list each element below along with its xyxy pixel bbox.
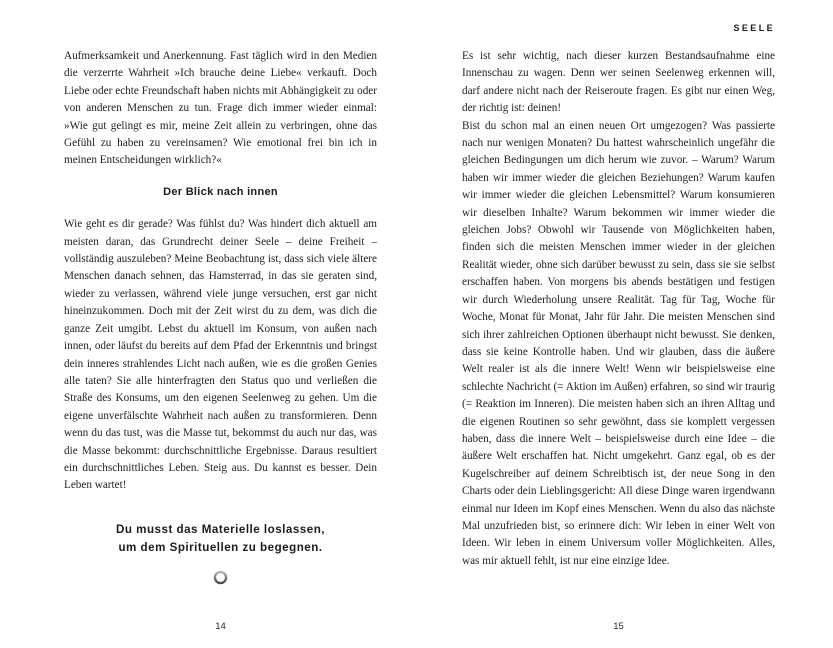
page-number-right: 15: [613, 621, 624, 632]
paragraph: Es ist sehr wichtig, nach dieser kurzen Bestandsaufnahme eine Innenschau zu wagen. Denn wer seinen Seelenweg erkennen will, darf andere nicht nach der Reiseroute fragen. Es gibt nur einen Weg, der richtig ist: deinen!: [462, 50, 775, 115]
pull-quote-line: um dem Spirituellen zu begegnen.: [118, 540, 323, 554]
ring-ornament-icon: [64, 569, 377, 586]
right-page-column: [462, 48, 775, 570]
pull-quote: [64, 521, 377, 557]
pull-quote-line: Du musst das Materielle loslassen,: [115, 522, 326, 536]
section-heading: Der Blick nach innen: [163, 185, 278, 198]
paragraph: Wie geht es dir gerade? Was fühlst du? Was hindert dich aktuell am meisten daran, das Grundrecht deiner Seele – deine Freiheit – vollständig auszuleben? Meine Beobachtung ist, dass sich viele ältere Menschen danach sehnen, das Hamsterrad, in das sie geraten sind, wieder zu verlassen, während viele junge versuchen, erst gar nicht hineinzukommen. Doch mit der Zeit wirst du zu dem, was dich die ganze Zeit umgibt. Lebst du aktuell im Konsum, von außen nach innen, oder läufst du bereits auf dem Pfad der Erkenntnis und bringst dein inneres strahlendes Licht nach außen, wie es die großen Genies alle taten? Sie alle hinterfragten den Status quo und verließen die Straße des Konsums, um den eigenen Seelenweg zu gehen. Um die eigene unverfälschte Wahrheit nach außen zu transformieren. Denn wenn du das tust, was die Masse tut, bekommst du auch nur das, was die Masse bekommt: durchschnittliche Ergebnisse. Daraus resultiert ein durchschnittliches Leben. Steig aus. Du kannst es besser. Dein Leben wartet!: [64, 218, 377, 492]
left-page-column: [64, 48, 377, 586]
page-number-left: 14: [215, 621, 226, 632]
paragraph: Aufmerksamkeit und Anerkennung. Fast täglich wird in den Medien die verzerrte Wahrheit »Ich brauche deine Liebe« verkauft. Doch Liebe oder echte Freundschaft haben nichts mit Abhängigkeit zu oder von anderen Menschen zu tun. Frage dich immer wieder einmal: »Wie gut gelingt es mir, meine Zeit allein zu verbringen, ohne das Gefühl zu haben zu vereinsamen? Wie emotional frei bin ich in meinen Entscheidungen wirklich?«: [64, 50, 377, 167]
chapter-running-head: SEELE: [733, 23, 775, 33]
paragraph: Bist du schon mal an einen neuen Ort umgezogen? Was passierte nach nur wenigen Monaten? Du hattest wahrscheinlich ungefähr die gleichen Bedingungen um dich herum wie zuvor. – Warum? Warum haben wir immer wieder die gleichen Beziehungen? Warum kaufen wir immer wieder die gleichen Lebensmittel? Warum konsumieren wir dieselben Inhalte? Warum bekommen wir immer wieder die gleichen Jobs? Obwohl wir Tausende von Möglichkeiten haben, finden sich die meisten Menschen immer wieder in der gleichen Realität wieder, ohne sich darüber bewusst zu sein, dass sie sie selbst erschaffen haben. Von morgens bis abends bestätigen und festigen wir durch Wiederholung unsere Realität. Tag für Tag, Woche für Woche, Monat für Monat, Jahr für Jahr. Die meisten Menschen sind sich ihrer zahlreichen Optionen überhaupt nicht bewusst. Sie denken, dass sie keine Kontrolle haben. Und wir glauben, dass die äußere Welt realer ist als die innere Welt! Wenn wir beispielsweise eine schlechte Nachricht (= Aktion im Außen) erfahren, so sind wir traurig (= Reaktion im Inneren). Die meisten haben sich an ihren Alltag und die eigenen Routinen so sehr gewöhnt, dass sie komplett vergessen haben, dass die innere Welt – beispielsweise durch eine Idee – die äußere Welt erschaffen hat. Nicht umgekehrt. Ganz egal, ob es der Kugelschreiber auf deinem Schreibtisch ist, der neue Song in den Charts oder dein Lieblingsgericht: All diese Dinge waren irgendwann einmal nur Ideen im Kopf eines Menschen. Wenn du also das nächste Mal unzufrieden bist, so erinnere dich: Wir leben in einer Welt von Ideen. Wir leben in einem Universum voller Möglichkeiten. Alles, was mir aktuell fehlt, ist nur eine einzige Idee.: [462, 119, 775, 567]
